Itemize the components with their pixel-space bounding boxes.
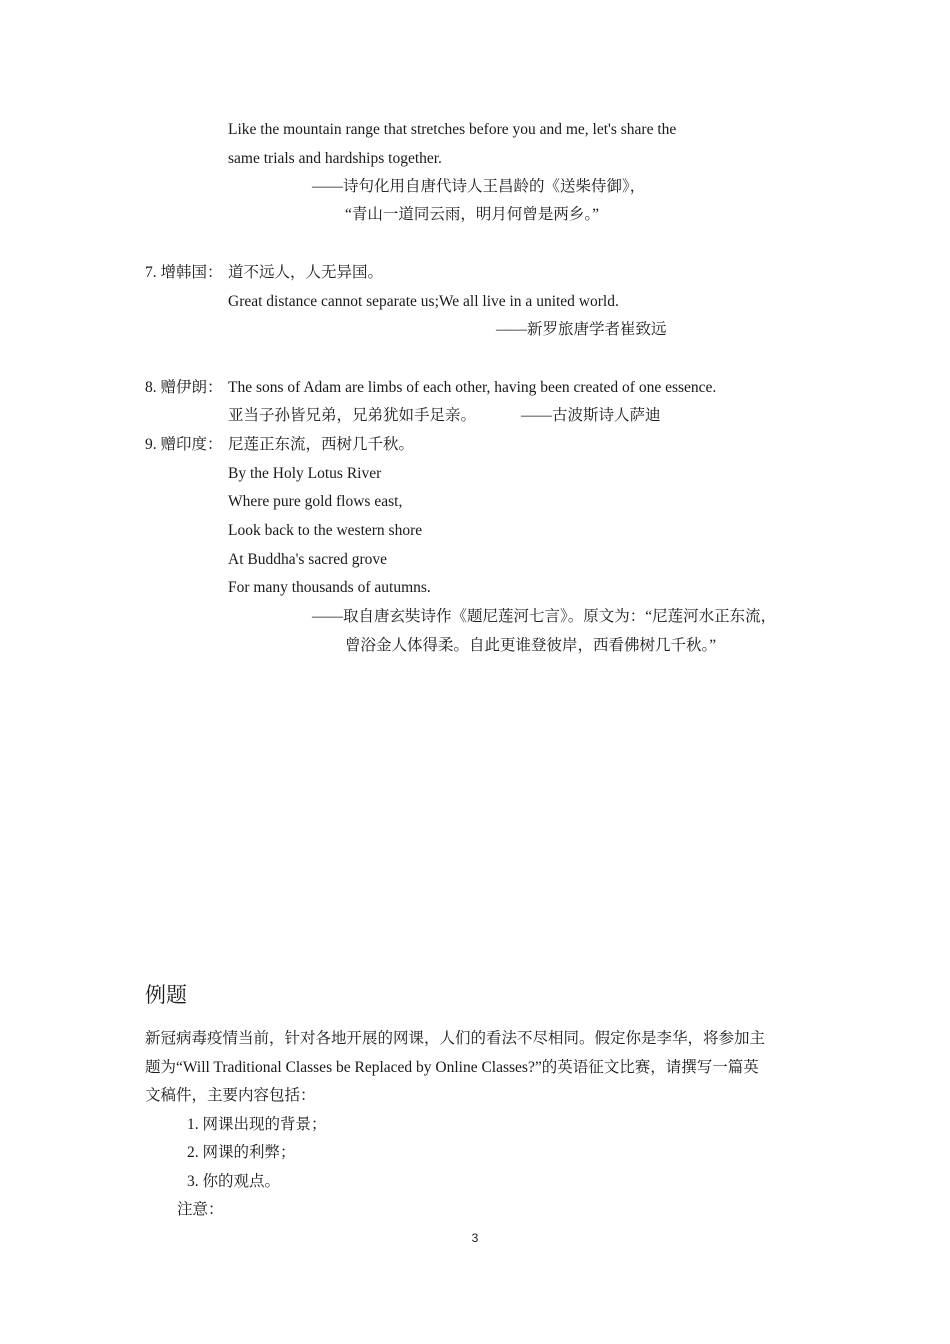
example-heading: 例题 <box>145 983 187 1007</box>
example-list-item: 2. 网课的利弊； <box>187 1144 296 1161</box>
section8-label: 8. 赠伊朗： <box>145 379 223 396</box>
section6-source-line1: ——诗句化用自唐代诗人王昌龄的《送柴侍御》， <box>312 178 646 195</box>
section9-poem-line: For many thousands of autumns. <box>228 579 431 596</box>
section6-english-line2: same trials and hardships together. <box>228 150 442 167</box>
section9-chinese: 尼莲正东流，西树几千秋。 <box>228 436 415 453</box>
example-paragraph-line3: 文稿件，主要内容包括： <box>145 1087 316 1104</box>
section7-label: 7. 增韩国： <box>145 264 223 281</box>
section9-poem-line: Where pure gold flows east, <box>228 493 403 510</box>
section9-source-line1: ——取自唐玄奘诗作《题尼莲河七言》。原文为：“尼莲河水正东流， <box>312 608 777 625</box>
section9-label: 9. 赠印度： <box>145 436 223 453</box>
page-number: 3 <box>471 1231 479 1245</box>
section9-poem-line: At Buddha's sacred grove <box>228 551 388 568</box>
section6-english-line1: Like the mountain range that stretches before you and me, let's share the <box>228 121 677 138</box>
section8-english: The sons of Adam are limbs of each other, having been created of one essence. <box>228 379 717 396</box>
section9-poem-line: By the Holy Lotus River <box>228 465 382 482</box>
example-list-item: 3. 你的观点。 <box>187 1173 281 1190</box>
example-list-item: 1. 网课出现的背景； <box>187 1116 327 1133</box>
section7-chinese: 道不远人，人无异国。 <box>228 264 384 281</box>
section7-source: ——新罗旅唐学者崔致远 <box>496 321 667 338</box>
example-note: 注意： <box>177 1201 224 1218</box>
section9-poem-line: Look back to the western shore <box>228 522 423 539</box>
example-paragraph-line1: 新冠病毒疫情当前，针对各地开展的网课，人们的看法不尽相同。假定你是李华，将参加主 <box>145 1030 766 1047</box>
section8-source: ——古波斯诗人萨迪 <box>521 407 661 424</box>
section7-english: Great distance cannot separate us;We all live in a united world. <box>228 293 619 310</box>
section6-source-line2: “青山一道同云雨，明月何曾是两乡。” <box>345 206 600 223</box>
section8-chinese: 亚当子孙皆兄弟，兄弟犹如手足亲。 <box>228 407 477 424</box>
section9-source-line2: 曾浴金人体得柔。自此更谁登彼岸，西看佛树几千秋。” <box>345 637 717 654</box>
example-paragraph-line2: 题为“Will Traditional Classes be Replaced by Online Classes?”的英语征文比赛，请撰写一篇英 <box>145 1059 759 1076</box>
